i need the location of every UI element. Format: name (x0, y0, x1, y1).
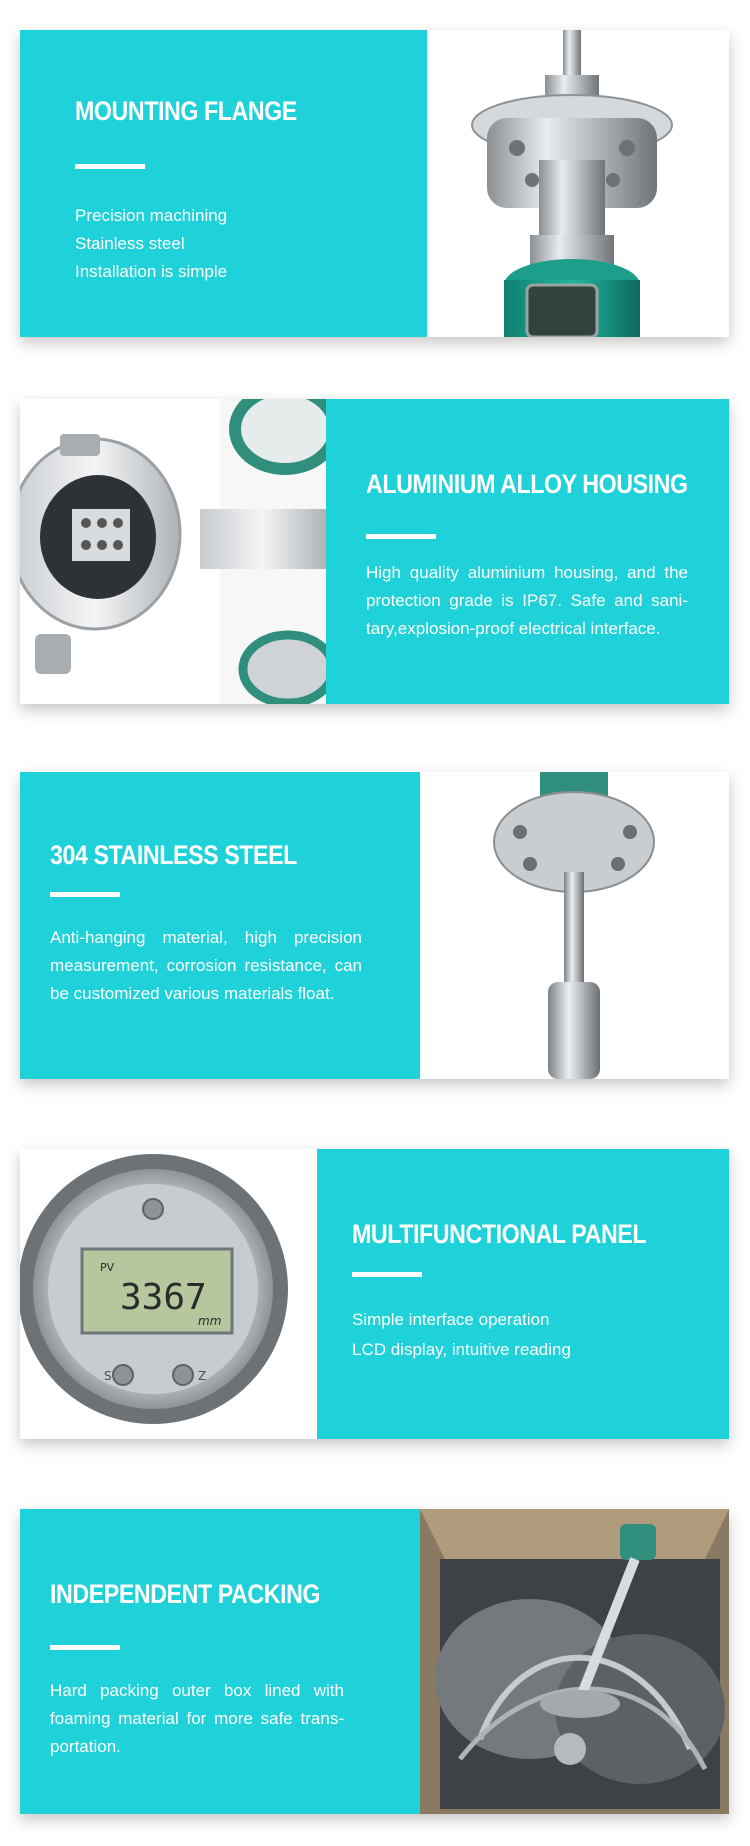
section-title: 304 STAINLESS STEEL (50, 840, 297, 870)
feature-line: Simple interface operation (352, 1310, 550, 1329)
section-title: MULTIFUNCTIONAL PANEL (352, 1219, 647, 1249)
feature-line: LCD display, intuitive reading (352, 1340, 571, 1359)
section-description: Anti-hanging material, high precision measurement, corrosion resistance, can be customized various materials float. (50, 928, 362, 1003)
text-panel (317, 1149, 729, 1439)
feature-card-mounting-flange (20, 30, 729, 337)
lcd-pv-label: PV (100, 1261, 115, 1274)
text-panel (326, 399, 729, 704)
section-title: INDEPENDENT PACKING (50, 1579, 321, 1609)
section-description: Hard packing outer box lined with foaming material for more safe trans-portation. (50, 1681, 344, 1756)
feature-card-aluminium-housing (20, 399, 729, 704)
lcd-panel-photo (20, 1149, 317, 1439)
title-underline (75, 164, 145, 169)
lcd-reading: 3367 (120, 1277, 207, 1318)
housing-illustration (20, 399, 326, 704)
feature-card-independent-packing (20, 1509, 729, 1814)
lcd-panel-illustration (20, 1149, 317, 1439)
flange-illustration (427, 30, 729, 337)
flange-product-photo (427, 30, 729, 337)
section-title: ALUMINIUM ALLOY HOUSING (366, 469, 688, 499)
title-underline (366, 534, 436, 539)
title-underline (50, 892, 120, 897)
feature-line: Stainless steel (75, 234, 185, 253)
feature-list (75, 202, 395, 286)
title-underline (352, 1272, 422, 1277)
section-title: MOUNTING FLANGE (75, 96, 297, 126)
lcd-button-z-label: Z (198, 1369, 207, 1383)
lcd-unit: mm (198, 1314, 222, 1328)
text-panel (20, 30, 427, 337)
stainless-float-photo (420, 772, 729, 1079)
feature-card-stainless-steel (20, 772, 729, 1079)
feature-card-multifunctional-panel (20, 1149, 729, 1439)
text-panel (20, 1509, 420, 1814)
title-underline (50, 1645, 120, 1650)
feature-line: Precision machining (75, 206, 228, 225)
float-rod-illustration (420, 772, 729, 1079)
feature-line: Installation is simple (75, 262, 228, 281)
lcd-button-s-label: S (104, 1369, 112, 1383)
text-panel (20, 772, 420, 1079)
housing-product-photo (20, 399, 326, 704)
packing-illustration (420, 1509, 729, 1814)
feature-list (352, 1305, 692, 1365)
section-description: High quality aluminium housing, and the protection grade is IP67. Safe and sani-tary,explosion-proof electrical interface. (366, 563, 688, 638)
packing-box-photo (420, 1509, 729, 1814)
